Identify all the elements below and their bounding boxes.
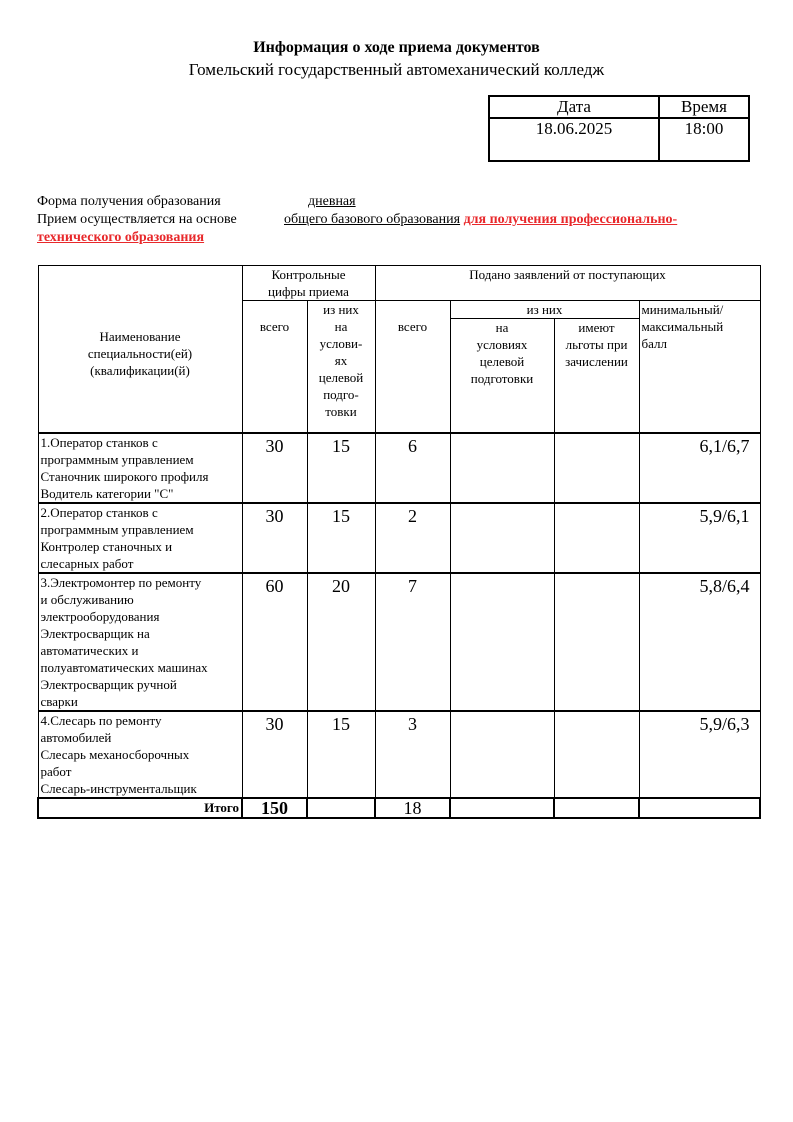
row-name-line: и обслуживанию (40, 591, 134, 607)
header-target-line: подго- (323, 387, 359, 402)
row-name-line: 3.Электромонтер по ремонту (40, 574, 202, 590)
row-score: 5,9/6,1 (639, 503, 760, 573)
header-target-line: из них (323, 302, 359, 317)
time-value: 18:00 (659, 118, 749, 161)
row-name-line: 1.Оператор станков с (40, 434, 158, 450)
time-label: Время (659, 96, 749, 118)
date-label: Дата (489, 96, 659, 118)
header-total-label: всего (259, 319, 290, 334)
row-total: 30 (242, 503, 307, 573)
header-of-them: из них (450, 301, 639, 319)
table-row (38, 433, 760, 503)
basis-label: Прием осуществляется на основе (37, 212, 237, 227)
total-on-target (450, 798, 554, 818)
college-name: Гомельский государственный автомеханический колледж (188, 60, 605, 79)
row-score: 5,9/6,3 (639, 711, 760, 798)
row-submitted: 3 (375, 711, 450, 798)
header-target-line: целевой (318, 370, 364, 385)
header-name-line: Наименование (99, 329, 181, 345)
header-sub-total (375, 301, 450, 433)
datetime-table (488, 95, 750, 162)
row-total: 30 (242, 433, 307, 503)
total-row (38, 798, 760, 818)
row-submitted: 6 (375, 433, 450, 503)
row-benefits (554, 711, 639, 798)
header-score-line: балл (641, 336, 667, 351)
date-value: 18.06.2025 (489, 118, 659, 161)
header-benefits (554, 319, 639, 433)
header-on-target-line: подготовки (470, 371, 534, 386)
header-target-line: товки (325, 404, 357, 419)
form-label: Форма получения образования (37, 194, 221, 209)
header-submitted: Подано заявлений от поступающих (375, 266, 760, 301)
header-on-target-line: на (495, 320, 509, 335)
header-benefits-line: зачислении (565, 354, 628, 369)
table-row (38, 711, 760, 798)
row-target: 20 (307, 573, 375, 711)
form-value: дневная (308, 194, 356, 209)
row-name-line: Водитель категории "С" (40, 485, 174, 501)
row-on-target (450, 503, 554, 573)
row-name-line: Электросварщик ручной (40, 676, 177, 692)
header-sub-total-label: всего (397, 319, 428, 334)
page-title: Информация о ходе приема документов (253, 39, 540, 56)
header-name-line: специальности(ей) (87, 346, 193, 362)
row-total: 30 (242, 711, 307, 798)
row-benefits (554, 433, 639, 503)
row-name-line: Слесарь механосборочных (40, 746, 190, 762)
row-submitted: 2 (375, 503, 450, 573)
basis-highlight-1: для получения профессионально- (463, 212, 678, 227)
table-row (38, 573, 760, 711)
row-benefits (554, 503, 639, 573)
header-on-target-line: условиях (476, 337, 528, 352)
header-score-line: минимальный/ (641, 302, 724, 317)
row-name-line: Станочник широкого профиля (40, 468, 209, 484)
row-score: 6,1/6,7 (639, 433, 760, 503)
basis-value: общего базового образования (284, 212, 461, 227)
basis-value-line (284, 212, 677, 228)
row-on-target (450, 711, 554, 798)
header-on-target (450, 319, 554, 433)
header-target (307, 301, 375, 433)
total-submitted: 18 (375, 798, 450, 818)
header-score (639, 301, 760, 433)
total-target (307, 798, 375, 818)
header-control-line: Контрольные (271, 267, 346, 282)
row-name (38, 433, 242, 503)
row-name-line: автомобилей (40, 729, 112, 745)
header-target-line: на (334, 319, 348, 334)
row-name-line: автоматических и (40, 642, 139, 658)
header-control (242, 266, 375, 301)
row-name-line: Электросварщик на (40, 625, 150, 641)
row-name (38, 573, 242, 711)
row-name-line: 2.Оператор станков с (40, 504, 158, 520)
total-score (639, 798, 760, 818)
header-on-target-line: целевой (479, 354, 525, 369)
row-on-target (450, 433, 554, 503)
header-control-line: цифры приема (268, 284, 349, 299)
basis-highlight-2: технического образования (37, 230, 205, 245)
total-total: 150 (242, 798, 307, 818)
row-name-line: полуавтоматических машинах (40, 659, 208, 675)
row-total: 60 (242, 573, 307, 711)
row-score: 5,8/6,4 (639, 573, 760, 711)
row-name-line: программным управлением (40, 521, 194, 537)
row-name-line: Контролер станочных и (40, 538, 173, 554)
row-name-line: электрооборудования (40, 608, 160, 624)
row-name (38, 711, 242, 798)
row-target: 15 (307, 503, 375, 573)
row-name (38, 503, 242, 573)
row-name-line: сварки (40, 693, 78, 709)
total-benefits (554, 798, 639, 818)
row-name-line: Слесарь-инструментальщик (40, 780, 197, 796)
header-score-line: максимальный (641, 319, 724, 334)
header-benefits-line: имеют (578, 320, 615, 335)
row-name-line: 4.Слесарь по ремонту (40, 712, 162, 728)
admission-table (37, 265, 761, 819)
header-benefits-line: льготы при (565, 337, 628, 352)
total-label: Итого (38, 798, 242, 818)
row-target: 15 (307, 711, 375, 798)
row-name-line: программным управлением (40, 451, 194, 467)
header-name-line: (квалификации(й) (90, 363, 190, 379)
row-target: 15 (307, 433, 375, 503)
row-name-line: работ (40, 763, 72, 779)
row-name-line: слесарных работ (40, 555, 134, 571)
table-row (38, 503, 760, 573)
header-target-line: услови- (319, 336, 363, 351)
header-total (242, 301, 307, 433)
row-benefits (554, 573, 639, 711)
row-submitted: 7 (375, 573, 450, 711)
header-target-line: ях (334, 353, 348, 368)
header-name (38, 266, 242, 433)
row-on-target (450, 573, 554, 711)
